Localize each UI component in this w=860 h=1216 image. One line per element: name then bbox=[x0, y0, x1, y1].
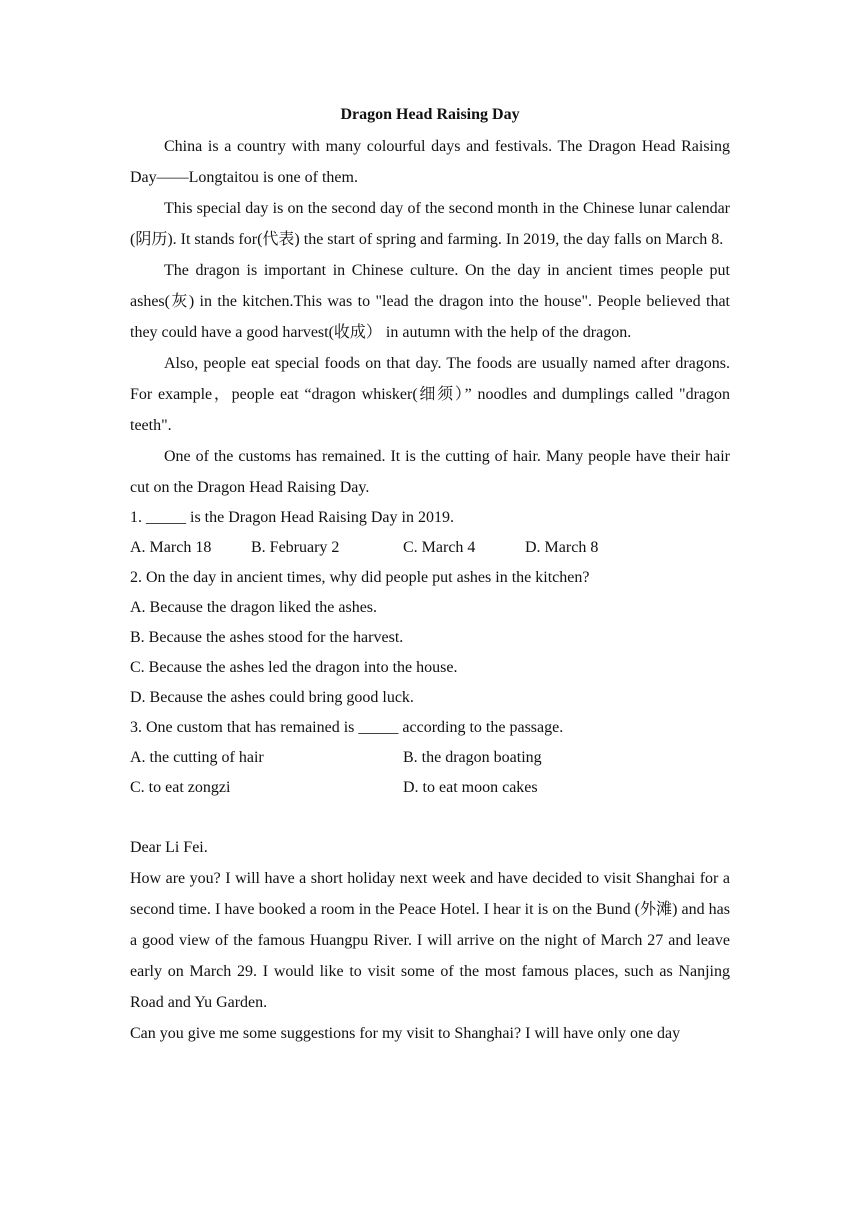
passage-paragraph: The dragon is important in Chinese culture. On the day in ancient times people put ashes(灰) in the kitchen.This was to "lead the dragon into the house". People believed that they could have a good harvest(收成） in autumn with the help of the dragon. bbox=[130, 262, 730, 341]
option-c: C. to eat zongzi bbox=[130, 779, 231, 796]
letter-paragraph: How are you? I will have a short holiday next week and have decided to visit Shanghai for a second time. I have booked a room in the Peace Hotel. I hear it is on the Bund (外滩) and has a good view of the famous Huangpu River. I will arrive on the night of March 27 and leave early on March 29. I would like to visit some of the most famous places, such as Nanjing Road and Yu Garden. bbox=[130, 870, 730, 1011]
option-c: C. March 4 bbox=[403, 539, 476, 556]
passage-paragraph: This special day is on the second day of the second month in the Chinese lunar calendar (阴历). It stands for(代表) the start of spring and farming. In 2019, the day falls on March 8. bbox=[130, 200, 730, 248]
option-b: B. February 2 bbox=[251, 539, 340, 556]
option-a: A. March 18 bbox=[130, 539, 212, 556]
passage-paragraph: China is a country with many colourful days and festivals. The Dragon Head Raising Day——Longtaitou is one of them. bbox=[130, 138, 730, 186]
question-3-options-row-1 bbox=[130, 743, 730, 773]
question-1: 1. _____ is the Dragon Head Raising Day in 2019. bbox=[130, 509, 454, 526]
document-content bbox=[130, 100, 730, 1049]
option-b: B. Because the ashes stood for the harvest. bbox=[130, 629, 404, 646]
letter-salutation: Dear Li Fei. bbox=[130, 839, 208, 856]
option-d: D. March 8 bbox=[525, 539, 599, 556]
question-2: 2. On the day in ancient times, why did people put ashes in the kitchen? bbox=[130, 569, 590, 586]
option-a: A. the cutting of hair bbox=[130, 749, 264, 766]
letter-paragraph: Can you give me some suggestions for my visit to Shanghai? I will have only one day bbox=[130, 1025, 681, 1042]
passage-paragraph: Also, people eat special foods on that day. The foods are usually named after dragons. For example，people eat “dragon whisker(细须）” noodles and dumplings called "dragon teeth". bbox=[130, 355, 730, 434]
option-d: D. to eat moon cakes bbox=[403, 779, 538, 796]
option-a: A. Because the dragon liked the ashes. bbox=[130, 599, 378, 616]
question-3-options-row-2 bbox=[130, 773, 730, 803]
question-1-options bbox=[130, 533, 730, 563]
question-3: 3. One custom that has remained is _____ according to the passage. bbox=[130, 719, 564, 736]
section-spacer bbox=[130, 803, 730, 833]
passage-title: Dragon Head Raising Day bbox=[340, 106, 520, 123]
option-c: C. Because the ashes led the dragon into the house. bbox=[130, 659, 458, 676]
option-b: B. the dragon boating bbox=[403, 749, 542, 766]
passage-paragraph: One of the customs has remained. It is the cutting of hair. Many people have their hair cut on the Dragon Head Raising Day. bbox=[130, 448, 730, 496]
option-d: D. Because the ashes could bring good luck. bbox=[130, 689, 414, 706]
